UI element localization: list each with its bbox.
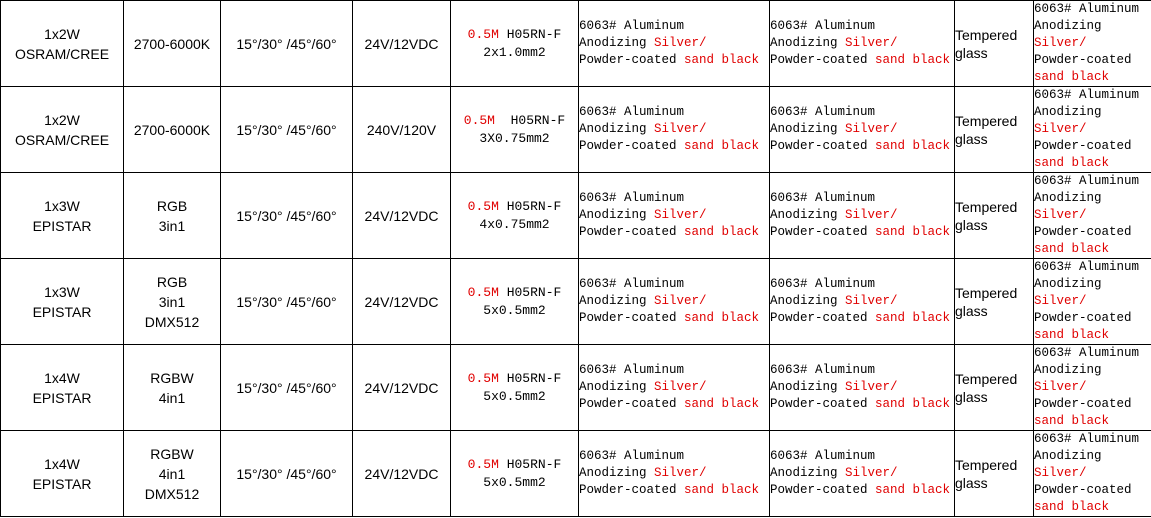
accessory-material-cell[interactable]: [1034, 173, 1151, 259]
material-line-2: [770, 293, 954, 310]
material-line-3: [579, 52, 769, 69]
cable-cell[interactable]: [451, 173, 579, 259]
sand-black-text: sand black: [684, 139, 760, 153]
table-row: [1, 431, 1151, 517]
material-line-2: [579, 35, 769, 52]
body-material-cell[interactable]: [579, 431, 770, 517]
anodizing-text: Anodizing: [579, 208, 655, 222]
table-row: [1, 87, 1151, 173]
powder-coated-text: Powder-coated: [770, 311, 876, 325]
sand-black-text: sand black: [875, 397, 951, 411]
cable-type-text: H05RN-F: [495, 112, 566, 128]
silver-text: Silver/: [845, 466, 898, 480]
voltage-cell[interactable]: [353, 173, 451, 259]
glass-cell[interactable]: [955, 87, 1034, 173]
material-line-2: [770, 121, 954, 138]
color-line: 4in1: [158, 389, 186, 406]
brand-text: EPISTAR: [32, 475, 92, 492]
material-line-1: 6063# Aluminum: [770, 19, 876, 33]
body-material-cell[interactable]: [579, 1, 770, 87]
material-line-1: 6063# Aluminum: [770, 105, 876, 119]
cable-type-text: H05RN-F: [498, 198, 562, 214]
material-line-3: [770, 224, 954, 241]
brand-text: EPISTAR: [32, 303, 92, 320]
material-line-3: [770, 310, 954, 327]
powder-coated-text: Powder-coated: [579, 397, 685, 411]
body-material-cell[interactable]: [579, 87, 770, 173]
powder-coated-text: Powder-coated: [579, 225, 685, 239]
color-line: DMX512: [144, 485, 200, 502]
cover-material-cell[interactable]: [770, 345, 955, 431]
power-text: 1x3W: [44, 197, 80, 214]
table-row: [1, 1, 1151, 87]
material-line-2: [579, 207, 769, 224]
material-line-2: Anodizing: [1034, 277, 1102, 291]
beam-angle-cell[interactable]: [221, 173, 353, 259]
beam-angle-cell[interactable]: [221, 345, 353, 431]
beam-angle-cell[interactable]: [221, 259, 353, 345]
material-line-1: 6063# Aluminum: [579, 449, 685, 463]
glass-line-2: glass: [955, 130, 988, 147]
accessory-material-cell[interactable]: [1034, 259, 1151, 345]
anodizing-text: Anodizing: [770, 208, 846, 222]
material-line-2: Anodizing: [1034, 191, 1102, 205]
sand-black-text: sand black: [684, 53, 760, 67]
power-text: 1x4W: [44, 455, 80, 472]
silver-text: Silver/: [654, 122, 707, 136]
anodizing-text: Anodizing: [579, 380, 655, 394]
material-line-3: [770, 396, 954, 413]
color-lines: [124, 120, 220, 140]
silver-text: Silver/: [1034, 208, 1087, 222]
glass-line-1: Tempered: [955, 112, 1018, 129]
color-cell[interactable]: [124, 87, 221, 173]
silver-text: Silver/: [845, 122, 898, 136]
silver-text: Silver/: [845, 294, 898, 308]
beam-angle-text: 15°/30° /45°/60°: [236, 379, 337, 396]
cable-type-text: H05RN-F: [498, 26, 562, 42]
cable-cell[interactable]: [451, 1, 579, 87]
silver-text: Silver/: [845, 380, 898, 394]
cover-material-cell[interactable]: [770, 173, 955, 259]
power-text: 1x3W: [44, 283, 80, 300]
silver-text: Silver/: [1034, 466, 1087, 480]
color-lines: [124, 444, 220, 504]
sand-black-text: sand black: [1034, 328, 1110, 342]
glass-line-2: glass: [955, 388, 988, 405]
silver-text: Silver/: [1034, 380, 1087, 394]
material-line-4: Powder-coated: [1034, 225, 1132, 239]
powder-coated-text: Powder-coated: [579, 483, 685, 497]
material-line-1: 6063# Aluminum: [1034, 88, 1140, 102]
silver-text: Silver/: [654, 380, 707, 394]
sand-black-text: sand black: [1034, 414, 1110, 428]
glass-line-1: Tempered: [955, 198, 1018, 215]
cable-type-text: H05RN-F: [498, 456, 562, 472]
material-line-3: [579, 396, 769, 413]
sand-black-text: sand black: [1034, 70, 1110, 84]
silver-text: Silver/: [654, 294, 707, 308]
power-brand-cell[interactable]: [1, 431, 124, 517]
accessory-material-cell[interactable]: [1034, 345, 1151, 431]
cable-line: [451, 198, 578, 216]
material-line-1: 6063# Aluminum: [770, 449, 876, 463]
material-line-4: Powder-coated: [1034, 483, 1132, 497]
material-line-1: 6063# Aluminum: [579, 363, 685, 377]
cable-length-text: 0.5M: [467, 370, 499, 386]
material-line-2: [579, 293, 769, 310]
color-lines: [124, 368, 220, 408]
anodizing-text: Anodizing: [770, 122, 846, 136]
color-cell[interactable]: [124, 431, 221, 517]
silver-text: Silver/: [1034, 122, 1087, 136]
glass-cell[interactable]: [955, 345, 1034, 431]
glass-line-1: Tempered: [955, 370, 1018, 387]
silver-text: Silver/: [654, 466, 707, 480]
material-line-1: 6063# Aluminum: [1034, 2, 1140, 16]
cable-length-text: 0.5M: [463, 112, 495, 128]
material-line-1: 6063# Aluminum: [770, 191, 876, 205]
material-line-3: [770, 482, 954, 499]
cable-cell[interactable]: [451, 259, 579, 345]
material-line-2: [770, 35, 954, 52]
material-line-1: 6063# Aluminum: [770, 277, 876, 291]
material-line-3: [579, 310, 769, 327]
cable-spec-text: 2x1.0mm2: [483, 44, 546, 60]
sand-black-text: sand black: [1034, 156, 1110, 170]
material-line-4: Powder-coated: [1034, 53, 1132, 67]
material-line-2: [770, 379, 954, 396]
anodizing-text: Anodizing: [770, 380, 846, 394]
material-line-2: Anodizing: [1034, 449, 1102, 463]
color-line: 3in1: [158, 217, 186, 234]
voltage-text: 240V/120V: [366, 121, 437, 138]
cable-length-text: 0.5M: [467, 26, 499, 42]
body-material-cell[interactable]: [579, 345, 770, 431]
silver-text: Silver/: [1034, 36, 1087, 50]
color-cell[interactable]: [124, 259, 221, 345]
material-line-1: 6063# Aluminum: [579, 19, 685, 33]
anodizing-text: Anodizing: [579, 294, 655, 308]
material-line-2: [770, 465, 954, 482]
material-line-2: [579, 465, 769, 482]
cable-line: [451, 284, 578, 302]
glass-line-2: glass: [955, 216, 988, 233]
body-material-cell[interactable]: [579, 259, 770, 345]
brand-text: EPISTAR: [32, 389, 92, 406]
table-row: [1, 345, 1151, 431]
material-line-2: [579, 379, 769, 396]
silver-text: Silver/: [654, 36, 707, 50]
table-row: [1, 173, 1151, 259]
beam-angle-cell[interactable]: [221, 431, 353, 517]
cable-spec-text: 3X0.75mm2: [479, 130, 550, 146]
cable-line: [451, 26, 578, 44]
cable-length-text: 0.5M: [467, 456, 499, 472]
silver-text: Silver/: [845, 36, 898, 50]
material-line-1: 6063# Aluminum: [579, 191, 685, 205]
accessory-material-cell[interactable]: [1034, 87, 1151, 173]
color-cell[interactable]: [124, 345, 221, 431]
cable-line: [451, 370, 578, 388]
material-line-3: [579, 224, 769, 241]
sand-black-text: sand black: [684, 311, 760, 325]
anodizing-text: Anodizing: [579, 36, 655, 50]
glass-line-2: glass: [955, 474, 988, 491]
material-line-1: 6063# Aluminum: [1034, 174, 1140, 188]
beam-angle-text: 15°/30° /45°/60°: [236, 293, 337, 310]
color-lines: [124, 34, 220, 54]
powder-coated-text: Powder-coated: [770, 225, 876, 239]
cover-material-cell[interactable]: [770, 431, 955, 517]
cable-length-text: 0.5M: [467, 284, 499, 300]
cable-type-text: H05RN-F: [498, 284, 562, 300]
glass-line-1: Tempered: [955, 456, 1018, 473]
material-line-1: 6063# Aluminum: [1034, 260, 1140, 274]
cable-spec-text: 4x0.75mm2: [479, 216, 550, 232]
sand-black-text: sand black: [875, 483, 951, 497]
cover-material-cell[interactable]: [770, 259, 955, 345]
powder-coated-text: Powder-coated: [770, 139, 876, 153]
power-brand-cell[interactable]: [1, 173, 124, 259]
power-brand-cell[interactable]: [1, 87, 124, 173]
beam-angle-text: 15°/30° /45°/60°: [236, 35, 337, 52]
color-line: RGBW: [150, 369, 194, 386]
glass-line-2: glass: [955, 44, 988, 61]
cable-spec-text: 5x0.5mm2: [483, 388, 546, 404]
material-line-3: [770, 52, 954, 69]
brand-text: OSRAM/CREE: [14, 45, 110, 62]
cable-line: [451, 456, 578, 474]
accessory-material-cell[interactable]: [1034, 431, 1151, 517]
color-cell[interactable]: [124, 173, 221, 259]
silver-text: Silver/: [1034, 294, 1087, 308]
brand-text: OSRAM/CREE: [14, 131, 110, 148]
glass-cell[interactable]: [955, 173, 1034, 259]
anodizing-text: Anodizing: [579, 122, 655, 136]
cable-cell[interactable]: [451, 345, 579, 431]
voltage-cell[interactable]: [353, 431, 451, 517]
voltage-text: 24V/12VDC: [364, 35, 439, 52]
sand-black-text: sand black: [684, 225, 760, 239]
table-row: [1, 259, 1151, 345]
beam-angle-cell[interactable]: [221, 1, 353, 87]
sand-black-text: sand black: [1034, 500, 1110, 514]
color-line: RGB: [156, 197, 188, 214]
color-line: RGBW: [150, 445, 194, 462]
silver-text: Silver/: [845, 208, 898, 222]
material-line-1: 6063# Aluminum: [579, 105, 685, 119]
cable-spec-text: 5x0.5mm2: [483, 474, 546, 490]
silver-text: Silver/: [654, 208, 707, 222]
color-line: 3in1: [158, 293, 186, 310]
material-line-3: [579, 482, 769, 499]
color-line: DMX512: [144, 313, 200, 330]
glass-line-1: Tempered: [955, 26, 1018, 43]
material-line-1: 6063# Aluminum: [770, 363, 876, 377]
material-line-4: Powder-coated: [1034, 397, 1132, 411]
accessory-material-cell[interactable]: [1034, 1, 1151, 87]
anodizing-text: Anodizing: [770, 36, 846, 50]
anodizing-text: Anodizing: [579, 466, 655, 480]
power-text: 1x2W: [44, 111, 80, 128]
power-text: 1x2W: [44, 25, 80, 42]
cover-material-cell[interactable]: [770, 87, 955, 173]
anodizing-text: Anodizing: [770, 294, 846, 308]
material-line-3: [579, 138, 769, 155]
color-line: 4in1: [158, 465, 186, 482]
power-brand-cell[interactable]: [1, 1, 124, 87]
material-line-1: 6063# Aluminum: [1034, 432, 1140, 446]
color-line: RGB: [156, 273, 188, 290]
voltage-text: 24V/12VDC: [364, 379, 439, 396]
powder-coated-text: Powder-coated: [770, 483, 876, 497]
cover-material-cell[interactable]: [770, 1, 955, 87]
material-line-1: 6063# Aluminum: [1034, 346, 1140, 360]
voltage-text: 24V/12VDC: [364, 293, 439, 310]
cable-length-text: 0.5M: [467, 198, 499, 214]
material-line-2: Anodizing: [1034, 363, 1102, 377]
powder-coated-text: Powder-coated: [770, 397, 876, 411]
material-line-1: 6063# Aluminum: [579, 277, 685, 291]
material-line-4: Powder-coated: [1034, 139, 1132, 153]
material-line-4: Powder-coated: [1034, 311, 1132, 325]
body-material-cell[interactable]: [579, 173, 770, 259]
brand-text: EPISTAR: [32, 217, 92, 234]
material-line-2: [579, 121, 769, 138]
cable-line: [451, 112, 578, 130]
color-lines: [124, 196, 220, 236]
color-line: 2700-6000K: [133, 35, 211, 52]
sand-black-text: sand black: [684, 397, 760, 411]
voltage-cell[interactable]: [353, 259, 451, 345]
color-line: 2700-6000K: [133, 121, 211, 138]
power-brand-cell[interactable]: [1, 259, 124, 345]
glass-line-1: Tempered: [955, 284, 1018, 301]
beam-angle-text: 15°/30° /45°/60°: [236, 121, 337, 138]
sand-black-text: sand black: [875, 225, 951, 239]
voltage-cell[interactable]: [353, 1, 451, 87]
voltage-text: 24V/12VDC: [364, 465, 439, 482]
voltage-cell[interactable]: [353, 87, 451, 173]
material-line-2: [770, 207, 954, 224]
sand-black-text: sand black: [875, 53, 951, 67]
cable-cell[interactable]: [451, 87, 579, 173]
color-cell[interactable]: [124, 1, 221, 87]
anodizing-text: Anodizing: [770, 466, 846, 480]
powder-coated-text: Powder-coated: [579, 53, 685, 67]
glass-cell[interactable]: [955, 1, 1034, 87]
beam-angle-text: 15°/30° /45°/60°: [236, 207, 337, 224]
cable-type-text: H05RN-F: [498, 370, 562, 386]
voltage-cell[interactable]: [353, 345, 451, 431]
cable-cell[interactable]: [451, 431, 579, 517]
powder-coated-text: Powder-coated: [579, 311, 685, 325]
powder-coated-text: Powder-coated: [579, 139, 685, 153]
material-line-2: Anodizing: [1034, 19, 1102, 33]
color-lines: [124, 272, 220, 332]
spec-table-body: [1, 1, 1151, 517]
material-line-2: Anodizing: [1034, 105, 1102, 119]
power-brand-cell[interactable]: [1, 345, 124, 431]
sand-black-text: sand black: [1034, 242, 1110, 256]
glass-cell[interactable]: [955, 259, 1034, 345]
cable-spec-text: 5x0.5mm2: [483, 302, 546, 318]
glass-line-2: glass: [955, 302, 988, 319]
voltage-text: 24V/12VDC: [364, 207, 439, 224]
sand-black-text: sand black: [875, 139, 951, 153]
material-line-3: [770, 138, 954, 155]
powder-coated-text: Powder-coated: [770, 53, 876, 67]
power-text: 1x4W: [44, 369, 80, 386]
sand-black-text: sand black: [875, 311, 951, 325]
beam-angle-cell[interactable]: [221, 87, 353, 173]
sand-black-text: sand black: [684, 483, 760, 497]
glass-cell[interactable]: [955, 431, 1034, 517]
beam-angle-text: 15°/30° /45°/60°: [236, 465, 337, 482]
